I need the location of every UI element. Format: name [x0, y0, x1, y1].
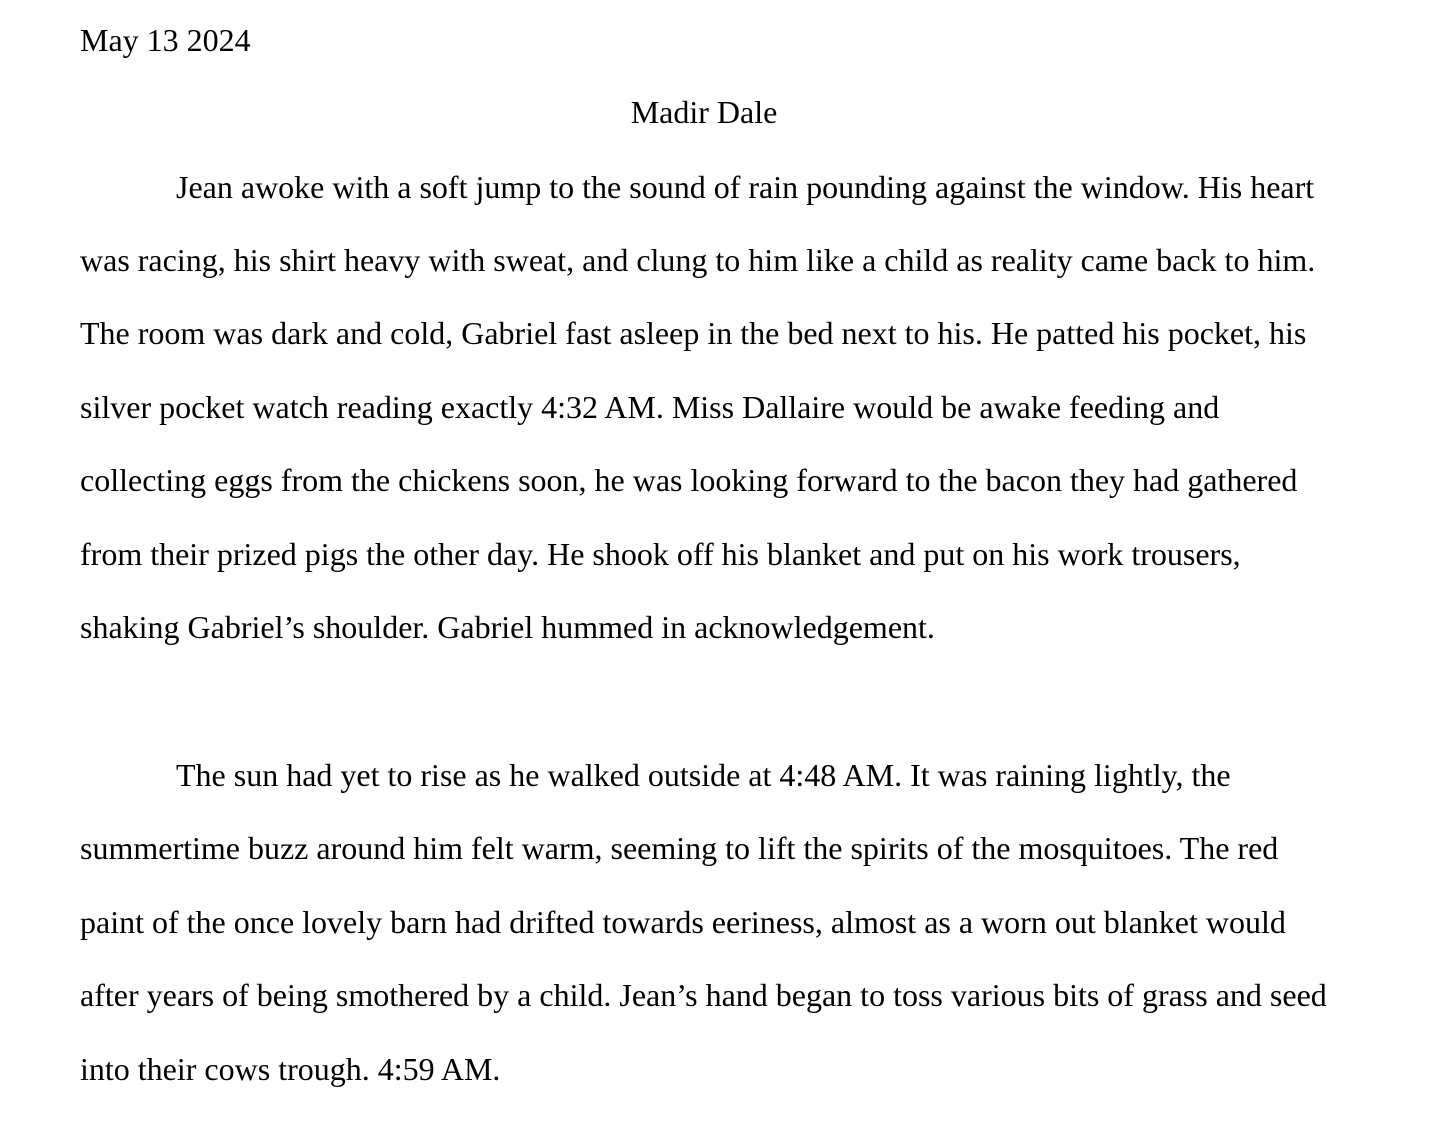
paragraph-line: paint of the once lovely barn had drifted towards eeriness, almost as a worn out blanket would	[80, 904, 1286, 940]
document-title: Madir Dale	[630, 94, 778, 130]
paragraph-line: after years of being smothered by a child. Jean’s hand began to toss various bits of grass and seed	[80, 977, 1327, 1013]
document-date: May 13 2024	[80, 22, 251, 58]
paragraph-line: from their prized pigs the other day. He shook off his blanket and put on his work trousers,	[80, 536, 1241, 572]
paragraph-line: into their cows trough. 4:59 AM.	[80, 1051, 501, 1087]
paragraph-line: The sun had yet to rise as he walked outside at 4:48 AM. It was raining lightly, the	[176, 757, 1231, 793]
paragraph-line: The room was dark and cold, Gabriel fast asleep in the bed next to his. He patted his pocket, his	[80, 315, 1307, 351]
paragraph-line: summertime buzz around him felt warm, seeming to lift the spirits of the mosquitoes. The red	[80, 830, 1279, 866]
paragraph-line: silver pocket watch reading exactly 4:32 AM. Miss Dallaire would be awake feeding and	[80, 389, 1220, 425]
paragraph-line: Jean awoke with a soft jump to the sound of rain pounding against the window. His heart	[176, 169, 1315, 205]
paragraph-line: shaking Gabriel’s shoulder. Gabriel hummed in acknowledgement.	[80, 609, 935, 645]
paragraph-line: was racing, his shirt heavy with sweat, and clung to him like a child as reality came back to him.	[80, 242, 1316, 278]
paragraph-line: collecting eggs from the chickens soon, he was looking forward to the bacon they had gathered	[80, 462, 1298, 498]
